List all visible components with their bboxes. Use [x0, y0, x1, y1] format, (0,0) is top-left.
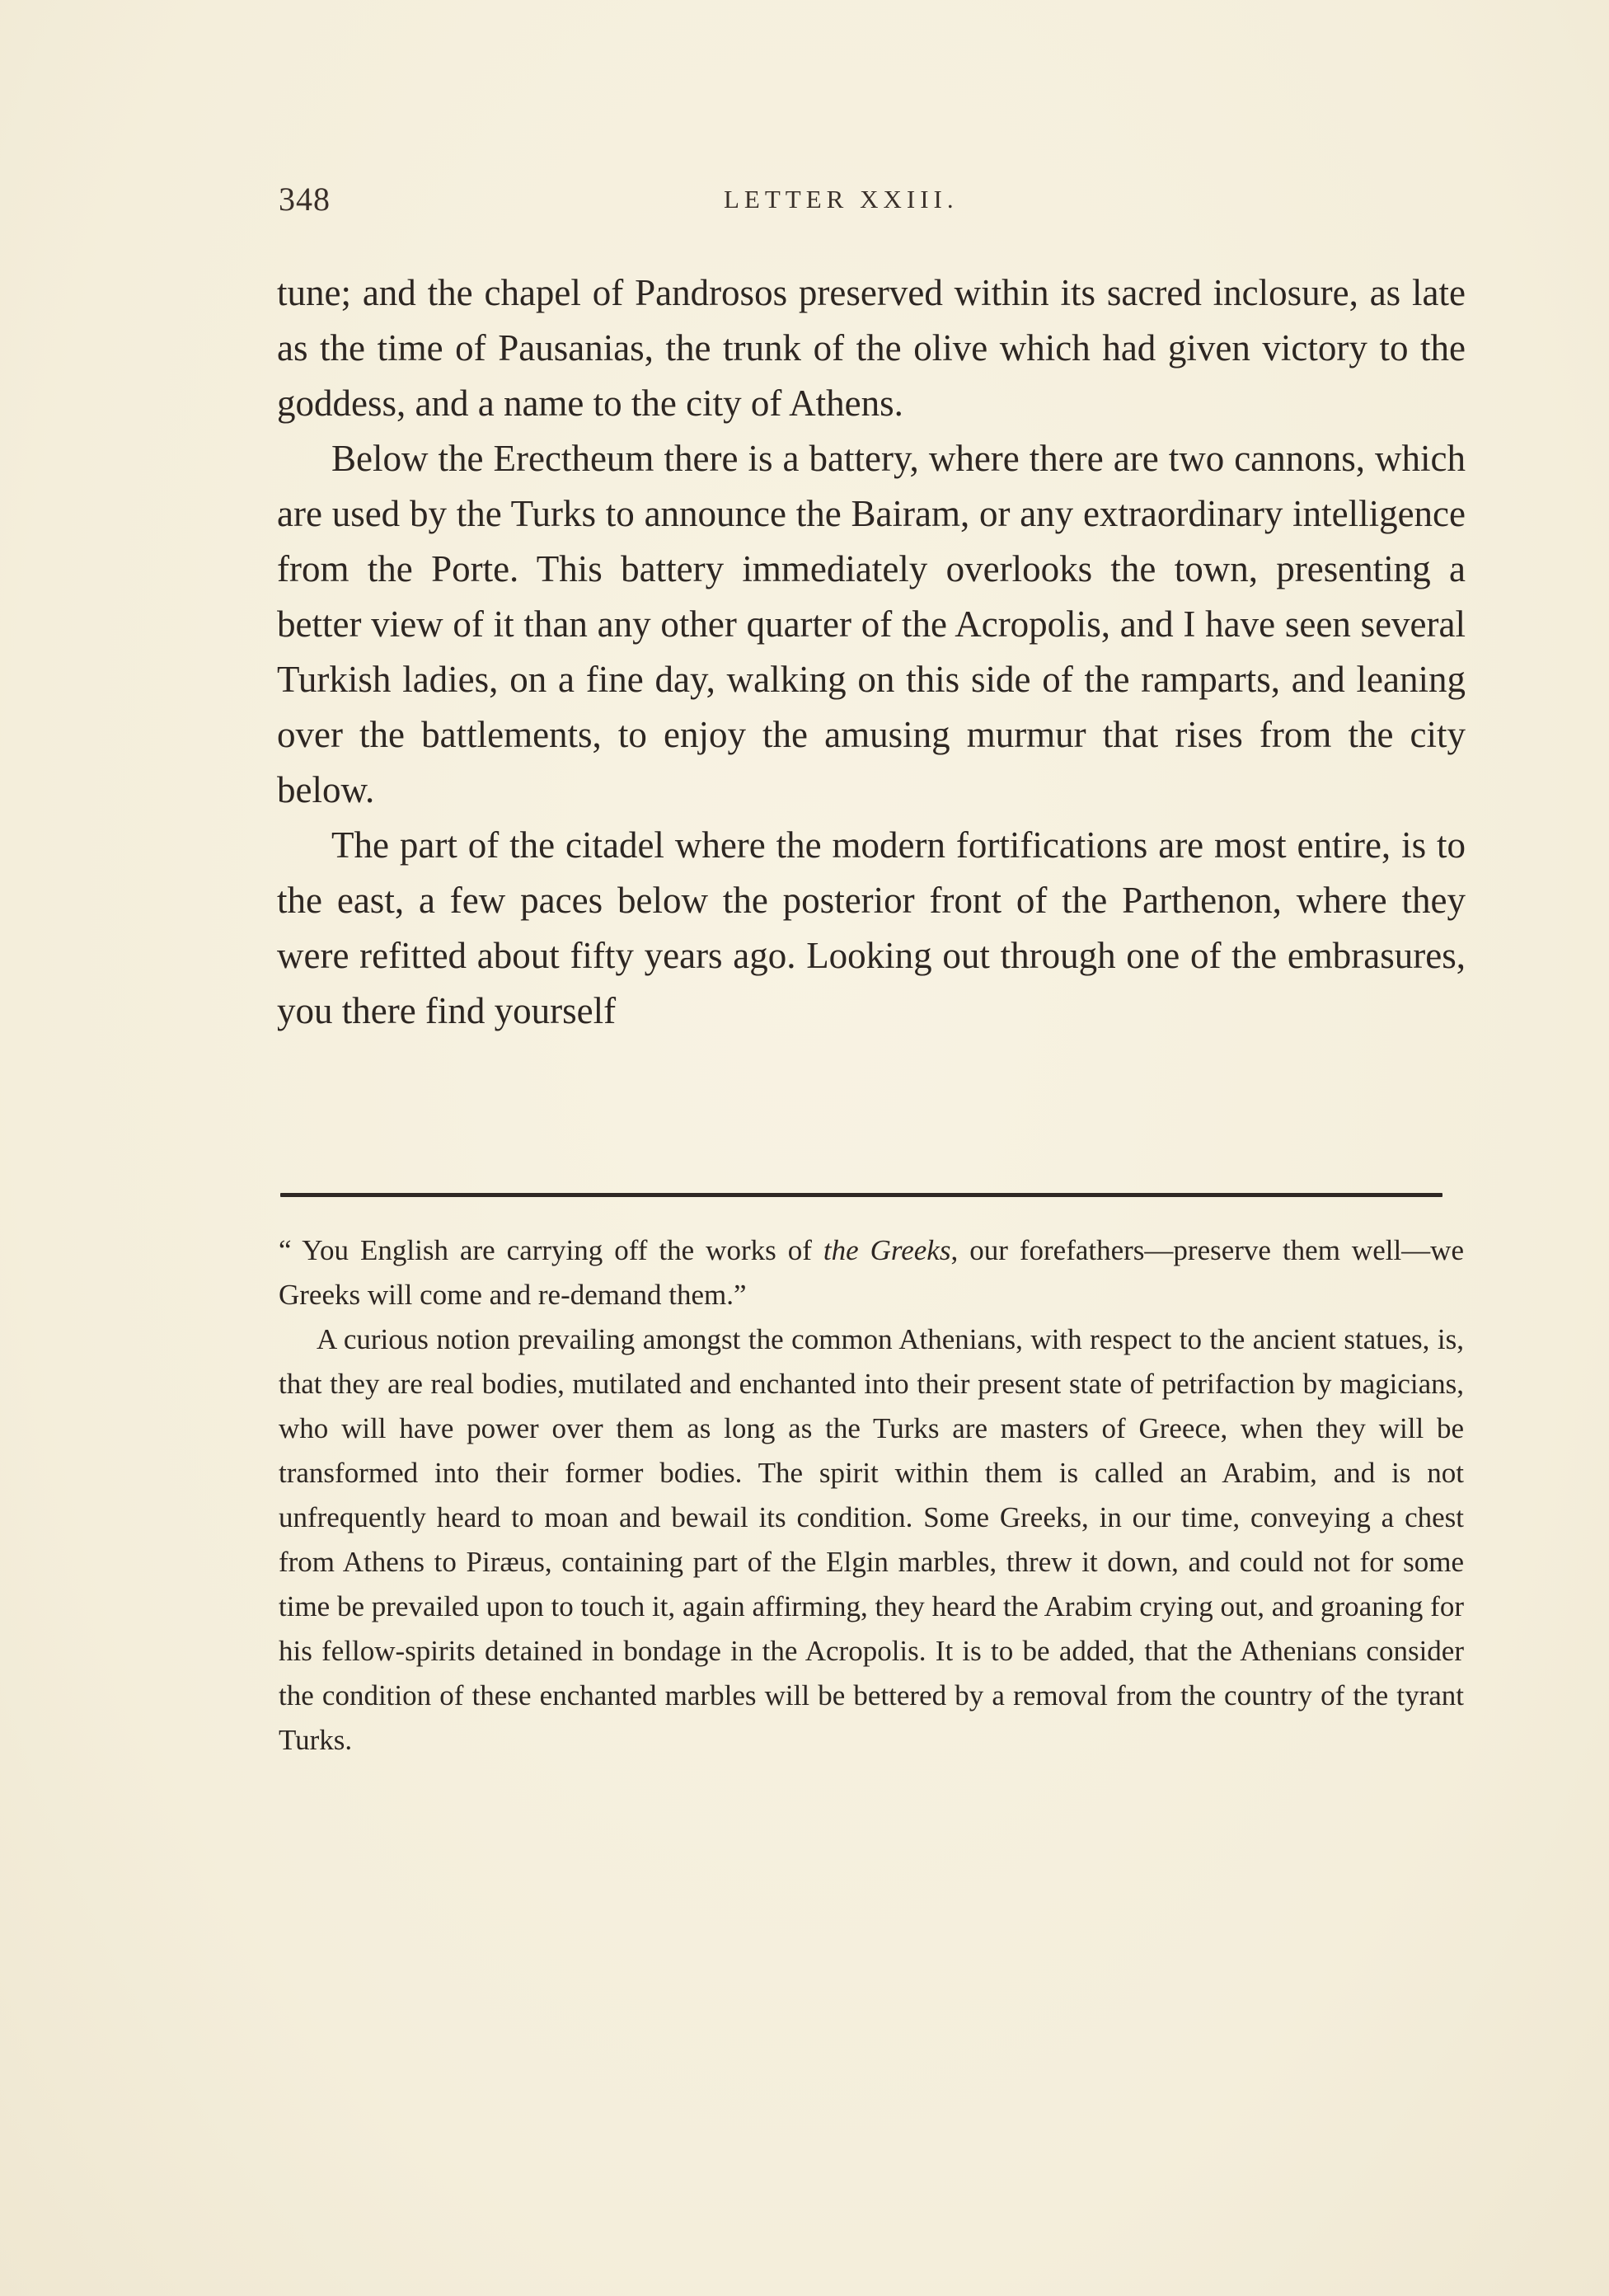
footnote-divider — [280, 1193, 1442, 1197]
footnote-paragraph: A curious notion prevailing amongst the common Athenians, with respect to the ancient statues, is, that they are real bodies, mutilated and enchanted into their present state of petrifaction by magicians, who will have power over them as long as the Turks are masters of Greece, when they will be transformed into their former bodies. The spirit within them is called an Arabim, and is not unfrequently heard to moan and bewail its condition. Some Greeks, in our time, conveying a chest from Athens to Piræus, containing part of the Elgin marbles, threw it down, and could not for some time be prevailed upon to touch it, again affirming, they heard the Arabim crying out, and groaning for his fellow-spirits detained in bondage in the Acropolis. It is to be added, that the Athenians consider the condition of these enchanted marbles will be bettered by a removal from the country of the tyrant Turks. — [279, 1323, 1464, 1756]
paragraph-3: The part of the citadel where the modern fortifications are most entire, is to the east, a few paces below the posterior front of the Parthenon, where they were refitted about fifty years ago. Looking out through one of the embrasures, you there find yourself — [277, 824, 1466, 1031]
footnote-quote-italic: the Greeks — [823, 1234, 951, 1266]
paragraph-2: Below the Erectheum there is a battery, where there are two cannons, which are used by the Turks to announce the Bairam, or any extraordinary intelligence from the Porte. This battery immediately overlooks the town, presenting a better view of it than any other quarter of the Acropolis, and I have seen several Turkish ladies, on a fine day, walking on this side of the ramparts, and leaning over the battlements, to enjoy the amusing murmur that rises from the city below. — [277, 438, 1466, 810]
paragraph-1: tune; and the chapel of Pandrosos preserved within its sacred inclosure, as late as the time of Pausanias, the trunk of the olive which had given victory to the goddess, and a name to the city of Athens. — [277, 272, 1466, 424]
footnote — [279, 1228, 1464, 1763]
running-head: LETTER XXIII. — [724, 185, 959, 214]
footnote-quote-end: , our forefathers—preserve them well—we Greeks will come and re-demand them.” — [279, 1234, 1464, 1311]
main-text — [277, 265, 1466, 1039]
footnote-quote — [279, 1228, 1464, 1317]
page-header — [279, 180, 1467, 229]
footnote-quote-start: “ You English are carrying off the works of — [279, 1234, 823, 1266]
page-number: 348 — [279, 181, 331, 218]
